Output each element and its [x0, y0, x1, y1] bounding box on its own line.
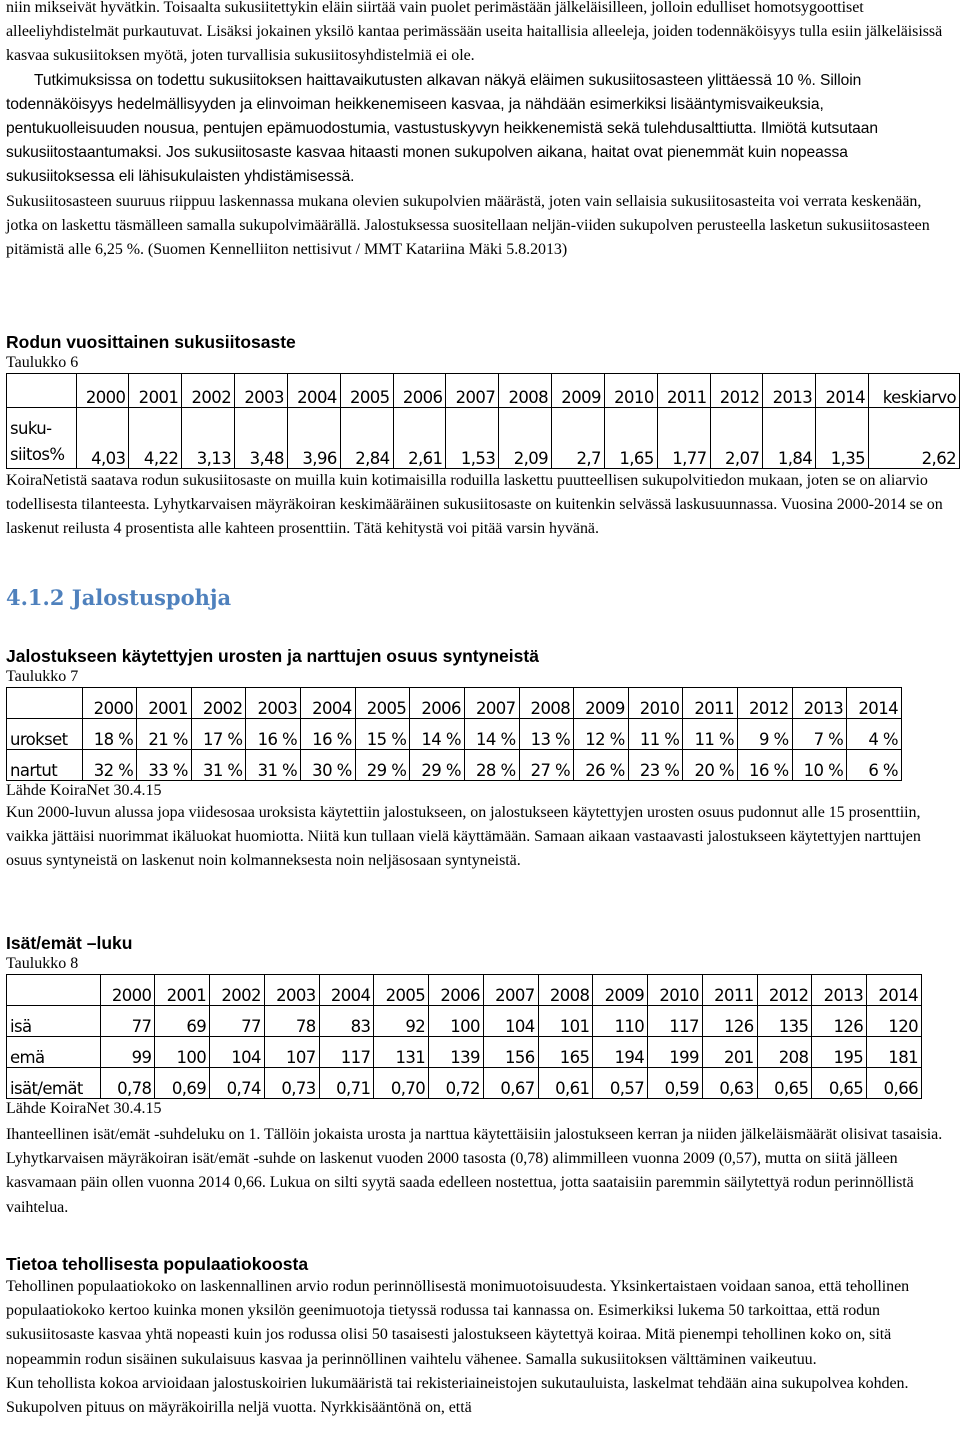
inbreeding-paragraph: KoiraNetistä saatava rodun sukusiitosaste on muilla kuin kotimaisilla roduilla laskettu puutteellisen sukupolvitiedon mukaan, joten se on aliarvio todellisesta tilanteesta. Lyhytkarvaisen mäyräkoiran keskimääräinen sukusiitosaste on kuitenkin selvässä laskusuunnassa. Vuosina 2000-2014 se on laskenut reilusta 4 prosentista alle kahteen prosenttiin. Tätä kehitystä voi pitää varsin hyvänä.	[6, 472, 943, 538]
value-cell: 17 %	[191, 719, 246, 750]
value-cell: 32 %	[82, 750, 137, 781]
breeding-usage-paragraph: Kun 2000-luvun alussa jopa viidesosaa uroksista käytettiin jalostukseen, on jalostukseen käytettyjen urosten osuus pudonnut alle 15 prosenttiin, vaikka jättäisi nuorimmat ikäluokat huomiotta. Niitä kun tullaan vielä käyttämään. Samaan aikaan vastaavasti jalostukseen käytettyjen narttujen osuus syntyneistä on laskenut noin kolmanneksesta noin neljäsosaan syntyneistä.	[6, 804, 921, 870]
sire-dam-section	[6, 932, 956, 1220]
value-cell: 110	[593, 1006, 648, 1037]
value-cell: 20 %	[683, 750, 738, 781]
value-cell: 77	[100, 1006, 155, 1037]
value-cell: 0,65	[812, 1068, 867, 1099]
year-cell: 2003	[235, 374, 288, 408]
value-cell: 0,73	[264, 1068, 319, 1099]
year-cell: 2007	[464, 688, 519, 719]
table-7-source: Lähde KoiraNet 30.4.15	[6, 782, 162, 799]
year-cell: 2012	[757, 975, 812, 1006]
value-cell: 1,65	[604, 408, 657, 469]
table-row-females	[7, 750, 902, 781]
value-cell: 14 %	[464, 719, 519, 750]
row-label-line-2: siitos%	[10, 445, 65, 464]
intro-section	[6, 0, 956, 262]
value-cell: 156	[483, 1037, 538, 1068]
year-cell: 2011	[657, 374, 710, 408]
value-cell: 28 %	[464, 750, 519, 781]
year-cell: 2014	[867, 975, 922, 1006]
value-cell: 3,96	[287, 408, 340, 469]
year-cell: 2010	[628, 688, 683, 719]
value-cell: 33 %	[137, 750, 192, 781]
value-cell: 0,65	[757, 1068, 812, 1099]
year-cell: 2005	[340, 374, 393, 408]
value-cell: 2,61	[393, 408, 446, 469]
row-label-line-1: suku-	[10, 419, 52, 438]
population-heading: Tietoa tehollisesta populaatiokoosta	[6, 1254, 309, 1274]
value-cell: 3,13	[182, 408, 235, 469]
year-cell: 2013	[763, 374, 816, 408]
table-row	[7, 408, 960, 469]
value-cell: 83	[319, 1006, 374, 1037]
intro-paragraph-3: Sukusiitosasteen suuruus riippuu laskennassa mukana olevien sukupolvien määrästä, joten vain sellaisia sukusiitosasteita voi verrata keskenään, jotka on laskettu täsmälleen samalla sukupolvimäärällä. Jalostuksessa suositellaan neljän-viiden sukupolven perusteella lasketun sukusiitosasteen pitämistä alle 6,25 %. (Suomen Kennelliiton nettisivut / MMT Katariina Mäki 5.8.2013)	[6, 192, 930, 259]
year-cell: 2001	[155, 975, 210, 1006]
value-cell: 0,57	[593, 1068, 648, 1099]
value-cell: 4 %	[847, 719, 902, 750]
value-cell: 31 %	[191, 750, 246, 781]
value-cell: 126	[702, 1006, 757, 1037]
population-paragraph-1: Tehollinen populaatiokoko on laskennallinen arvio rodun perinnöllisestä monimuotoisuudesta. Yksinkertaistaen voidaan sanoa, että tehollinen populaatiokoko kertoo kuinka monen yksilön geenimuotoja tietyssä rodussa tai kannassa on. Esimerkiksi lukema 50 tarkoittaa, että rodun sukusiitosaste kasvaa yhtä nopeasti kuin jos rodussa olisi 50 tasaisesti jalostukseen käytettyä koiraa. Mitä pienempi tehollinen koko on, sitä nopeammin rodun sisäinen sukulaisuus kasvaa ja perinnöllinen vaihtelu vähenee. Samalla sukusiitoksen välttäminen vaikeutuu.	[6, 1278, 910, 1368]
year-cell: 2007	[446, 374, 499, 408]
value-cell: 195	[812, 1037, 867, 1068]
population-section	[6, 1253, 956, 1420]
value-cell: 12 %	[574, 719, 629, 750]
value-cell: 16 %	[246, 719, 301, 750]
value-cell: 0,72	[429, 1068, 484, 1099]
year-cell: 2004	[287, 374, 340, 408]
value-cell: 27 %	[519, 750, 574, 781]
table-8-caption: Taulukko 8	[6, 955, 79, 972]
year-cell: 2001	[129, 374, 182, 408]
subsection-title: 4.1.2 Jalostuspohja	[6, 585, 232, 610]
table-row-ratio	[7, 1068, 922, 1099]
table-corner-cell	[7, 374, 77, 408]
year-cell: 2014	[847, 688, 902, 719]
value-cell: 69	[155, 1006, 210, 1037]
year-cell: 2002	[210, 975, 265, 1006]
value-cell: 0,66	[867, 1068, 922, 1099]
year-cell: 2013	[812, 975, 867, 1006]
value-cell: 31 %	[246, 750, 301, 781]
value-cell: 100	[155, 1037, 210, 1068]
value-cell: 1,53	[446, 408, 499, 469]
inbreeding-heading: Rodun vuosittainen sukusiitosaste	[6, 332, 296, 352]
value-cell: 30 %	[301, 750, 356, 781]
table-corner-cell	[7, 975, 101, 1006]
row-label-cell: emä	[7, 1037, 101, 1068]
year-cell: 2008	[499, 374, 552, 408]
value-cell: 126	[812, 1006, 867, 1037]
table-corner-cell	[7, 688, 83, 719]
value-cell: 3,48	[235, 408, 288, 469]
value-cell: 0,69	[155, 1068, 210, 1099]
average-header-cell: keskiarvo	[869, 374, 960, 408]
population-paragraph-2: Kun tehollista kokoa arvioidaan jalostuskoirien lukumääristä tai rekisteriaineistojen sukutauluista, laskelmat tehdään aina sukupolvea kohden. Sukupolven pituus on mäyräkoirilla neljä vuotta. Nyrkkisääntönä on, että	[6, 1374, 909, 1417]
value-cell: 26 %	[574, 750, 629, 781]
value-cell: 2,7	[552, 408, 605, 469]
table-row-males	[7, 719, 902, 750]
table-row-sires	[7, 1006, 922, 1037]
value-cell: 29 %	[410, 750, 465, 781]
value-cell: 117	[648, 1006, 703, 1037]
sire-dam-paragraph: Ihanteellinen isät/emät -suhdeluku on 1. Tällöin jokaista urosta ja narttua käytettäisiin jalostukseen kerran ja niiden jälkeläismäärät olisivat tasaisia. Lyhytkarvaisen mäyräkoiran isät/emät -suhde on laskenut vuoden 2000 tasosta (0,78) alimmilleen vuonna 2009 (0,57), mutta on siitä jälleen kasvamaan päin ollen vuonna 2014 0,66. Lukua on silti syytä saada edelleen nostettua, jotta saataisiin paremmin säilytettyä rodun perinnöllistä vaihtelua.	[6, 1126, 943, 1216]
year-cell: 2010	[604, 374, 657, 408]
year-cell: 2006	[410, 688, 465, 719]
value-cell: 165	[538, 1037, 593, 1068]
table-header-row	[7, 975, 922, 1006]
year-cell: 2004	[301, 688, 356, 719]
value-cell: 78	[264, 1006, 319, 1037]
inbreeding-table	[6, 373, 960, 469]
year-cell: 2002	[191, 688, 246, 719]
year-cell: 2004	[319, 975, 374, 1006]
intro-paragraph-2: Tutkimuksissa on todettu sukusiitoksen haittavaikutusten alkavan näkyä eläimen sukusiitosasteen ylittäessä 10 %. Silloin todennäköisyys hedelmällisyyden ja elinvoiman heikkenemiseen kasvaa, ja nähdään esimerkiksi lisääntymisvaikeuksia, pentukuolleisuuden nousua, pentujen epämuodostumia, vastustuskyvyn heikkenemistä sekä tulehdusalttiutta. Ilmiötä kutsutaan sukusiitostaantumaksi. Jos sukusiitosaste kasvaa hitaasti monen sukupolven aikana, haitat ovat pienemmät kuin nopeassa sukusiitoksessa eli lähisukulaisten yhdistämisessä.	[6, 71, 879, 186]
year-cell: 2011	[702, 975, 757, 1006]
year-cell: 2014	[816, 374, 869, 408]
value-cell: 0,78	[100, 1068, 155, 1099]
row-label-cell: isä	[7, 1006, 101, 1037]
year-cell: 2010	[648, 975, 703, 1006]
table-header-row	[7, 374, 960, 408]
table-8-source: Lähde KoiraNet 30.4.15	[6, 1100, 162, 1117]
year-cell: 2009	[552, 374, 605, 408]
value-cell: 0,67	[483, 1068, 538, 1099]
value-cell: 14 %	[410, 719, 465, 750]
value-cell: 208	[757, 1037, 812, 1068]
value-cell: 1,77	[657, 408, 710, 469]
value-cell: 107	[264, 1037, 319, 1068]
value-cell: 117	[319, 1037, 374, 1068]
value-cell: 4,03	[76, 408, 129, 469]
row-label-cell	[7, 408, 77, 469]
value-cell: 11 %	[683, 719, 738, 750]
value-cell: 6 %	[847, 750, 902, 781]
value-cell: 7 %	[792, 719, 847, 750]
value-cell: 0,71	[319, 1068, 374, 1099]
value-cell: 1,35	[816, 408, 869, 469]
average-value-cell: 2,62	[869, 408, 960, 469]
value-cell: 10 %	[792, 750, 847, 781]
value-cell: 131	[374, 1037, 429, 1068]
row-label-cell: isät/emät	[7, 1068, 101, 1099]
value-cell: 104	[210, 1037, 265, 1068]
value-cell: 4,22	[129, 408, 182, 469]
row-label-cell: urokset	[7, 719, 83, 750]
value-cell: 99	[100, 1037, 155, 1068]
year-cell: 2009	[574, 688, 629, 719]
sire-dam-table	[6, 974, 922, 1099]
year-cell: 2000	[82, 688, 137, 719]
value-cell: 100	[429, 1006, 484, 1037]
inbreeding-section	[6, 331, 956, 542]
value-cell: 92	[374, 1006, 429, 1037]
year-cell: 2005	[374, 975, 429, 1006]
value-cell: 194	[593, 1037, 648, 1068]
value-cell: 101	[538, 1006, 593, 1037]
year-cell: 2011	[683, 688, 738, 719]
value-cell: 11 %	[628, 719, 683, 750]
year-cell: 2008	[538, 975, 593, 1006]
value-cell: 2,09	[499, 408, 552, 469]
year-cell: 2012	[710, 374, 763, 408]
year-cell: 2013	[792, 688, 847, 719]
value-cell: 135	[757, 1006, 812, 1037]
year-cell: 2008	[519, 688, 574, 719]
value-cell: 201	[702, 1037, 757, 1068]
row-label-cell: nartut	[7, 750, 83, 781]
value-cell: 181	[867, 1037, 922, 1068]
year-cell: 2000	[76, 374, 129, 408]
table-header-row	[7, 688, 902, 719]
value-cell: 199	[648, 1037, 703, 1068]
value-cell: 29 %	[355, 750, 410, 781]
value-cell: 0,61	[538, 1068, 593, 1099]
year-cell: 2006	[393, 374, 446, 408]
value-cell: 2,84	[340, 408, 393, 469]
value-cell: 0,70	[374, 1068, 429, 1099]
value-cell: 0,74	[210, 1068, 265, 1099]
year-cell: 2007	[483, 975, 538, 1006]
value-cell: 15 %	[355, 719, 410, 750]
year-cell: 2006	[429, 975, 484, 1006]
year-cell: 2001	[137, 688, 192, 719]
value-cell: 139	[429, 1037, 484, 1068]
value-cell: 16 %	[301, 719, 356, 750]
value-cell: 2,07	[710, 408, 763, 469]
value-cell: 120	[867, 1006, 922, 1037]
breeding-usage-section	[6, 645, 956, 874]
year-cell: 2003	[246, 688, 301, 719]
value-cell: 0,59	[648, 1068, 703, 1099]
value-cell: 23 %	[628, 750, 683, 781]
sire-dam-heading: Isät/emät –luku	[6, 933, 133, 953]
intro-paragraph-1: niin mikseivät hyvätkin. Toisaalta sukusiitettykin eläin siirtää vain puolet perimästään jälkeläisilleen, jolloin edulliset homotsygoottiset alleeliyhdistelmät purkautuvat. Lisäksi jokainen yksilö kantaa perimässään useita haitallisia alleeleja, joiden todennäköisyys tulla esiin jälkeläisissä kasvaa sukusiitoksen myötä, joten turvallisia sukusiitosyhdistelmiä ei ole.	[6, 0, 943, 65]
year-cell: 2003	[264, 975, 319, 1006]
value-cell: 104	[483, 1006, 538, 1037]
year-cell: 2005	[355, 688, 410, 719]
value-cell: 18 %	[82, 719, 137, 750]
value-cell: 16 %	[737, 750, 792, 781]
breeding-usage-heading: Jalostukseen käytettyjen urosten ja narttujen osuus syntyneistä	[6, 646, 539, 666]
year-cell: 2009	[593, 975, 648, 1006]
value-cell: 21 %	[137, 719, 192, 750]
year-cell: 2002	[182, 374, 235, 408]
value-cell: 9 %	[737, 719, 792, 750]
value-cell: 0,63	[702, 1068, 757, 1099]
table-6-caption: Taulukko 6	[6, 354, 79, 371]
year-cell: 2012	[737, 688, 792, 719]
value-cell: 77	[210, 1006, 265, 1037]
value-cell: 13 %	[519, 719, 574, 750]
table-row-dams	[7, 1037, 922, 1068]
year-cell: 2000	[100, 975, 155, 1006]
breeding-usage-table	[6, 687, 902, 781]
value-cell: 1,84	[763, 408, 816, 469]
table-7-caption: Taulukko 7	[6, 668, 79, 685]
